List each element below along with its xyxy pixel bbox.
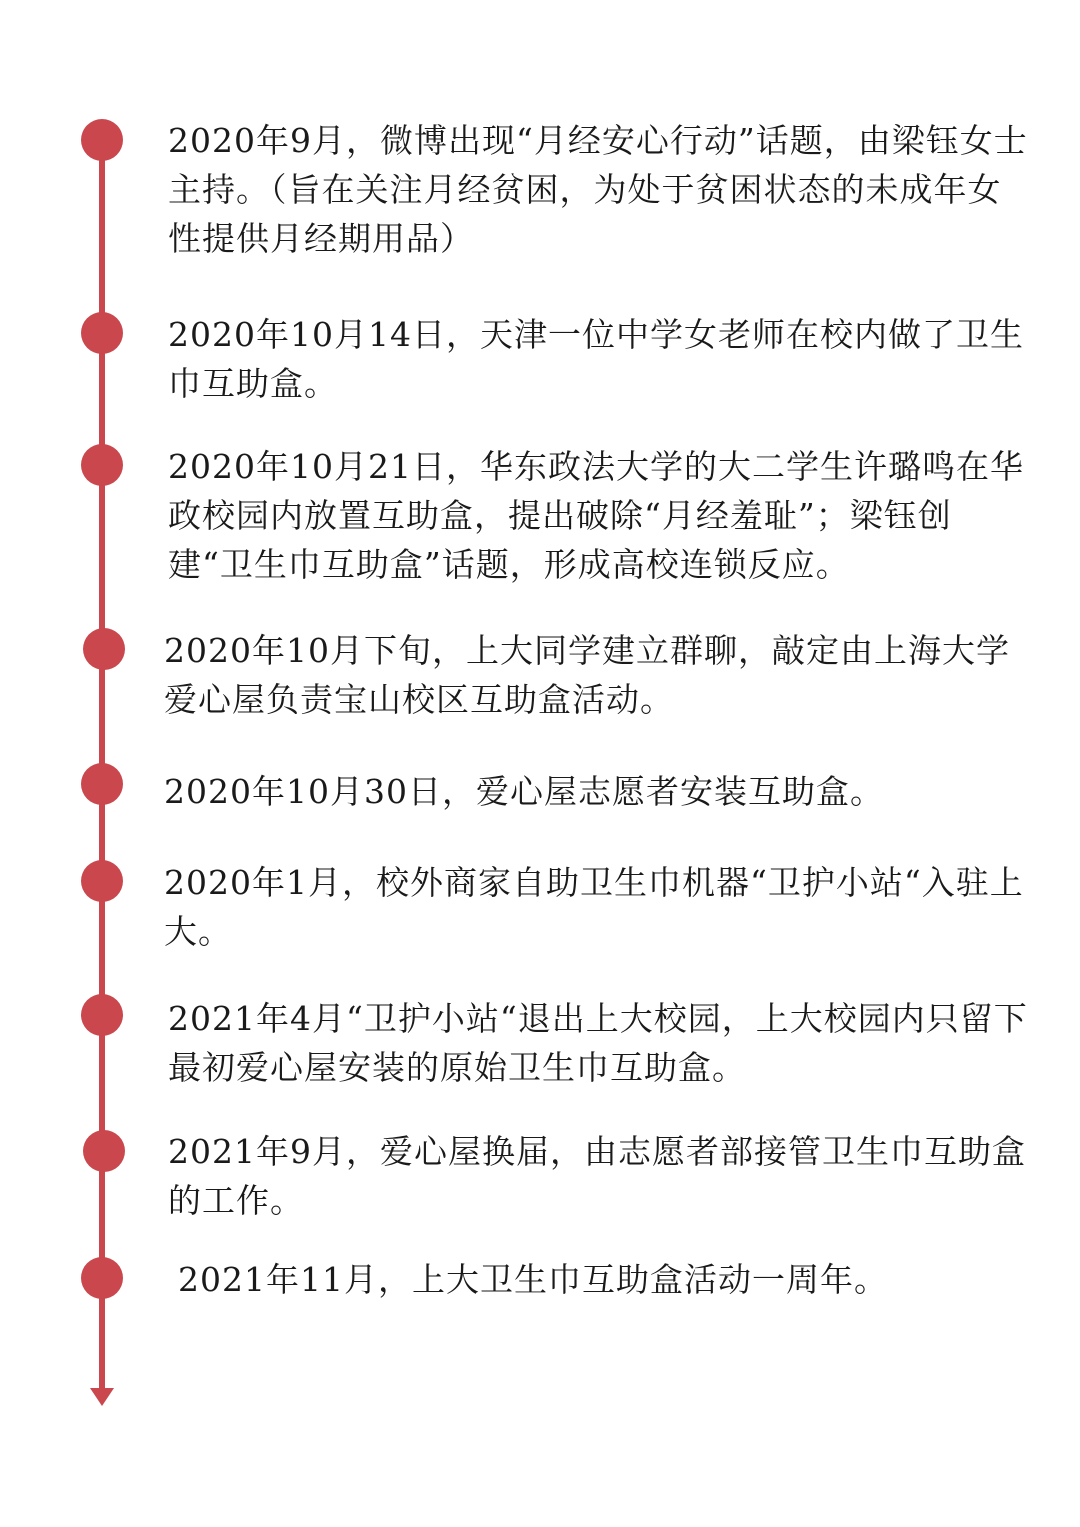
timeline-dot xyxy=(81,119,123,161)
timeline-arrow-icon xyxy=(90,1388,114,1406)
timeline-event-text: 2020年9月，微博出现“月经安心行动”话题，由梁钰女士主持。（旨在关注月经贫困，为处于贫困状态的未成年女性提供月经期用品） xyxy=(168,121,1028,258)
timeline-event-text: 2020年10月14日，天津一位中学女老师在校内做了卫生巾互助盒。 xyxy=(168,315,1024,403)
timeline-event-text: 2020年10月下旬，上大同学建立群聊，敲定由上海大学爱心屋负责宝山校区互助盒活动。 xyxy=(164,631,1010,719)
timeline-dot xyxy=(83,1130,125,1172)
timeline-dot xyxy=(81,763,123,805)
timeline-event-text: 2021年9月，爱心屋换届，由志愿者部接管卫生巾互助盒的工作。 xyxy=(168,1132,1026,1220)
timeline-dot xyxy=(83,628,125,670)
timeline-event-text: 2020年10月30日，爱心屋志愿者安装互助盒。 xyxy=(164,772,884,811)
timeline-event-text: 2020年10月21日，华东政法大学的大二学生许璐鸣在华政校园内放置互助盒，提出破除“月经羞耻”；梁钰创建“卫生巾互助盒”话题，形成高校连锁反应。 xyxy=(168,447,1024,584)
timeline-dot xyxy=(81,312,123,354)
timeline-dot xyxy=(81,444,123,486)
timeline-dot xyxy=(81,994,123,1036)
timeline-dot xyxy=(81,860,123,902)
timeline-dot xyxy=(81,1257,123,1299)
timeline-event-text: 2021年11月，上大卫生巾互助盒活动一周年。 xyxy=(178,1260,888,1299)
timeline-event-text: 2020年1月，校外商家自助卫生巾机器“卫护小站“入驻上大。 xyxy=(164,863,1024,951)
timeline-event-text: 2021年4月“卫护小站“退出上大校园，上大校园内只留下最初爱心屋安装的原始卫生巾互助盒。 xyxy=(168,999,1028,1087)
